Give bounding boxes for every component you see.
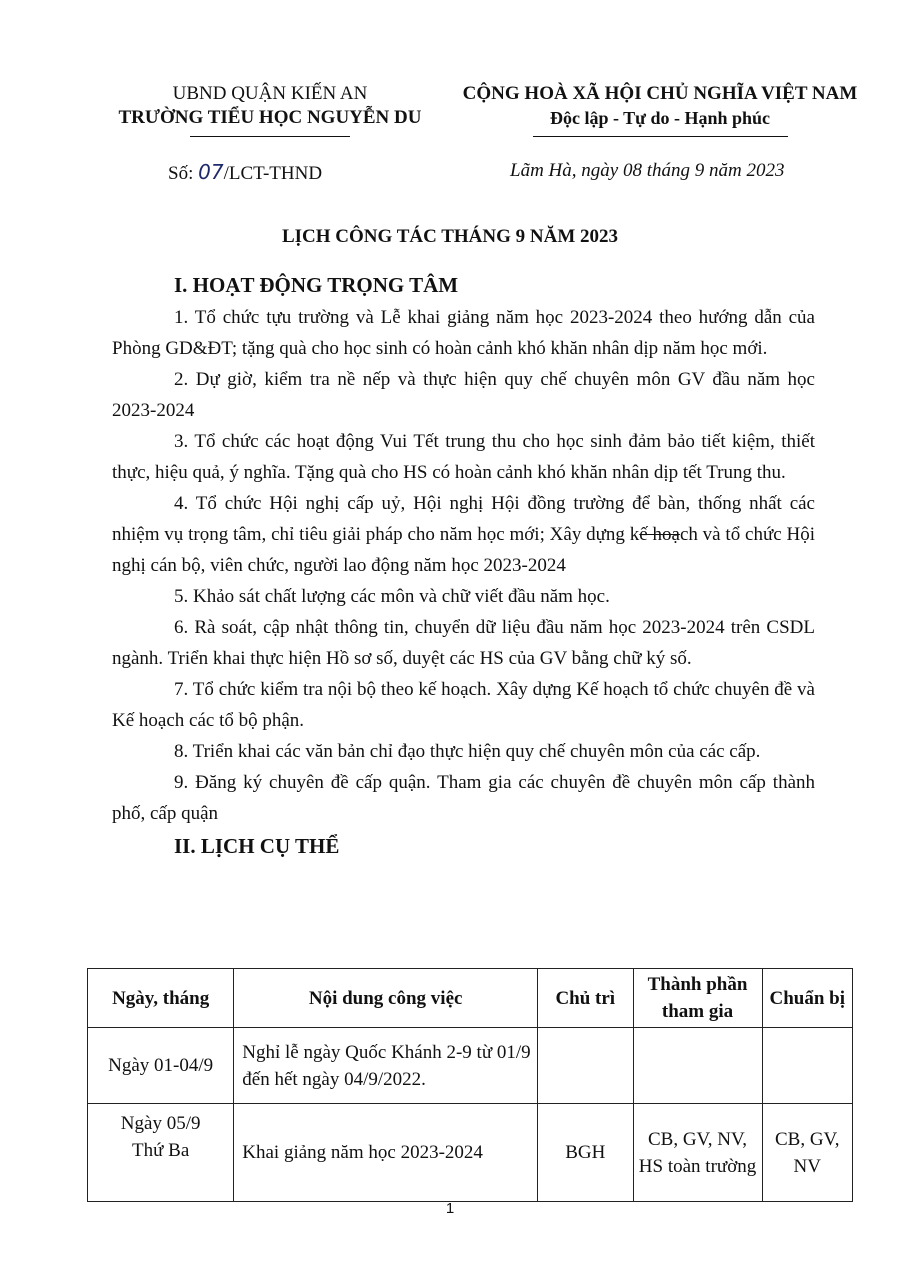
- national-header: [460, 82, 860, 137]
- document-body: [112, 268, 815, 863]
- cell-date-line: Ngày 05/9: [120, 1113, 201, 1134]
- section-heading-schedule: II. LỊCH CỤ THỂ: [174, 834, 340, 858]
- cell-prep: CB, GV, NV: [762, 1104, 852, 1202]
- authority-name: UBND QUẬN KIẾN AN: [172, 83, 368, 104]
- focus-item: 1. Tổ chức tựu trường và Lễ khai giảng năm học 2023-2024 theo hướng dẫn của Phòng GD&ĐT; tặng quà cho học sinh có hoàn cảnh khó khăn nhân dịp năm học mới.: [112, 307, 815, 359]
- focus-item: 5. Khảo sát chất lượng các môn và chữ viết đầu năm học.: [174, 586, 610, 607]
- section-heading-focus: I. HOẠT ĐỘNG TRỌNG TÂM: [174, 273, 459, 297]
- page-number: 1: [445, 1200, 455, 1217]
- cell-date: Ngày 01-04/9: [88, 1028, 234, 1104]
- cell-content: Nghỉ lễ ngày Quốc Khánh 2-9 từ 01/9 đến hết ngày 04/9/2022.: [234, 1028, 538, 1104]
- nation-name: CỘNG HOÀ XÃ HỘI CHỦ NGHĨA VIỆT NAM: [462, 83, 858, 104]
- document-number: [168, 160, 322, 185]
- col-header-content: Nội dung công việc: [234, 969, 538, 1028]
- focus-item: [112, 488, 815, 581]
- doc-no-handwritten: 07: [198, 160, 224, 184]
- place-date: Lãm Hà, ngày 08 tháng 9 năm 2023: [510, 160, 785, 181]
- cell-weekday: Thứ Ba: [132, 1140, 190, 1161]
- col-header-date: Ngày, tháng: [88, 969, 234, 1028]
- issuer-block: [110, 82, 430, 137]
- col-header-prep: Chuẩn bị: [762, 969, 852, 1028]
- cell-participants: [633, 1028, 762, 1104]
- school-name: TRƯỜNG TIỂU HỌC NGUYỄN DU: [118, 107, 422, 128]
- focus-item: 9. Đăng ký chuyên đề cấp quận. Tham gia các chuyên đề chuyên môn cấp thành phố, cấp quận: [112, 772, 815, 824]
- cell-participants: CB, GV, NV, HS toàn trường: [633, 1104, 762, 1202]
- table-row: [88, 1028, 853, 1104]
- document-title: LỊCH CÔNG TÁC THÁNG 9 NĂM 2023: [281, 226, 619, 247]
- motto-underline: [533, 136, 788, 137]
- col-header-participants: Thành phần tham gia: [633, 969, 762, 1028]
- cell-content: Khai giảng năm học 2023-2024: [234, 1104, 538, 1202]
- cell-date: [88, 1104, 234, 1202]
- cell-host: BGH: [538, 1104, 633, 1202]
- struck-text: ế hoạ: [639, 524, 680, 545]
- focus-item-text: 4. Tổ chức Hội nghị cấp uỷ, Hội nghị Hội đồng trường để bàn, thống nhất các nhiệm vụ trọng tâm, chỉ tiêu giải pháp cho năm học mới; Xây dựng k: [112, 493, 815, 545]
- focus-item: 7. Tổ chức kiểm tra nội bộ theo kế hoạch. Xây dựng Kế hoạch tổ chức chuyên đề và Kế hoạch các tổ bộ phận.: [112, 679, 815, 731]
- doc-no-suffix: /LCT-THND: [223, 163, 323, 184]
- issuer-underline: [190, 136, 350, 137]
- col-header-host: Chủ trì: [538, 969, 633, 1028]
- national-motto: Độc lập - Tự do - Hạnh phúc: [549, 108, 771, 128]
- table-header-row: [88, 969, 853, 1028]
- focus-item-text: ch và tổ chức Hội nghị cán bộ, viên chức, người lao động năm học 2023-2024: [112, 524, 815, 576]
- focus-item: 3. Tổ chức các hoạt động Vui Tết trung thu cho học sinh đảm bảo tiết kiệm, thiết thực, hiệu quả, ý nghĩa. Tặng quà cho HS có hoàn cảnh khó khăn nhân dịp tết Trung thu.: [112, 431, 815, 483]
- cell-prep: [762, 1028, 852, 1104]
- focus-item: 8. Triển khai các văn bản chỉ đạo thực hiện quy chế chuyên môn của các cấp.: [174, 741, 761, 762]
- cell-host: [538, 1028, 633, 1104]
- table-row: [88, 1104, 853, 1202]
- focus-item: 2. Dự giờ, kiểm tra nề nếp và thực hiện quy chế chuyên môn GV đầu năm học 2023-2024: [112, 369, 815, 421]
- doc-no-prefix: Số:: [168, 163, 199, 184]
- focus-item: 6. Rà soát, cập nhật thông tin, chuyển dữ liệu đầu năm học 2023-2024 trên CSDL ngành. Triển khai thực hiện Hồ sơ số, duyệt các HS của GV bằng chữ ký số.: [112, 617, 815, 669]
- schedule-table: [87, 968, 853, 1202]
